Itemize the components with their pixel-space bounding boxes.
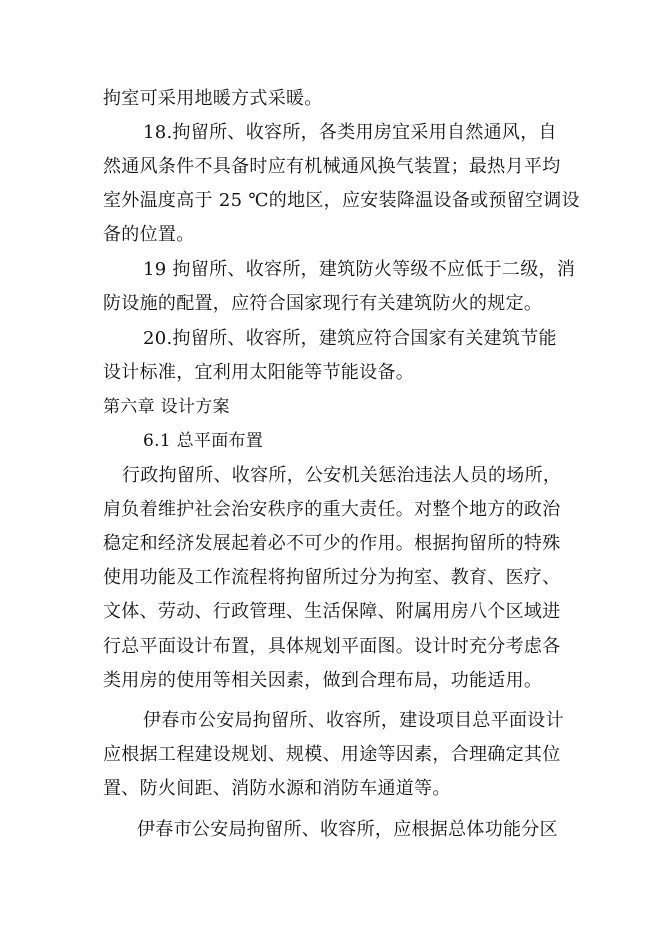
text-line: 伊春市公安局拘留所、收容所，应根据总体功能分区 bbox=[137, 819, 558, 840]
chapter-heading: 第六章 设计方案 bbox=[103, 397, 230, 417]
text-line: 类用房的使用等相关因素，做到合理布局，功能适用。 bbox=[103, 670, 543, 691]
text-line: 备的位置。 bbox=[103, 224, 195, 245]
text-line: 使用功能及工作流程将拘留所过分为拘室、教育、医疗、 bbox=[103, 567, 561, 588]
text-line: 文体、劳动、行政管理、生活保障、附属用房八个区域进 bbox=[103, 601, 561, 622]
section-heading: 6.1 总平面布置 bbox=[143, 431, 264, 451]
text-line: 应根据工程建设规划、规模、用途等因素，合理确定其位 bbox=[103, 744, 561, 765]
text-line: 19 拘留所、收容所，建筑防火等级不应低于二级，消 bbox=[143, 259, 576, 280]
text-line: 稳定和经济发展起着必不可少的作用。根据拘留所的特殊 bbox=[103, 533, 561, 554]
text-line: 防设施的配置，应符合国家现行有关建筑防火的规定。 bbox=[103, 293, 543, 314]
text-line: 20.拘留所、收容所，建筑应符合国家有关建筑节能 bbox=[143, 328, 557, 349]
text-line: 伊春市公安局拘留所、收容所，建设项目总平面设计 bbox=[143, 710, 564, 731]
text-line: 然通风条件不具备时应有机械通风换气装置；最热月平均 bbox=[103, 156, 561, 177]
text-line: 肩负着维护社会治安秩序的重大责任。对整个地方的政治 bbox=[103, 499, 561, 520]
text-line: 置、防火间距、消防水源和消防车通道等。 bbox=[103, 778, 451, 799]
text-line: 18.拘留所、收容所，各类用房宜采用自然通风，自 bbox=[143, 122, 557, 143]
text-line: 拘室可采用地暖方式采暖。 bbox=[103, 88, 323, 109]
text-line: 室外温度高于 25 ℃的地区，应安装降温设备或预留空调设 bbox=[103, 190, 580, 211]
text-line: 行政拘留所、收容所，公安机关惩治违法人员的场所， bbox=[122, 465, 562, 486]
text-line: 设计标准，宜利用太阳能等节能设备。 bbox=[103, 362, 415, 383]
text-line: 行总平面设计布置，具体规划平面图。设计时充分考虑各 bbox=[103, 636, 561, 657]
